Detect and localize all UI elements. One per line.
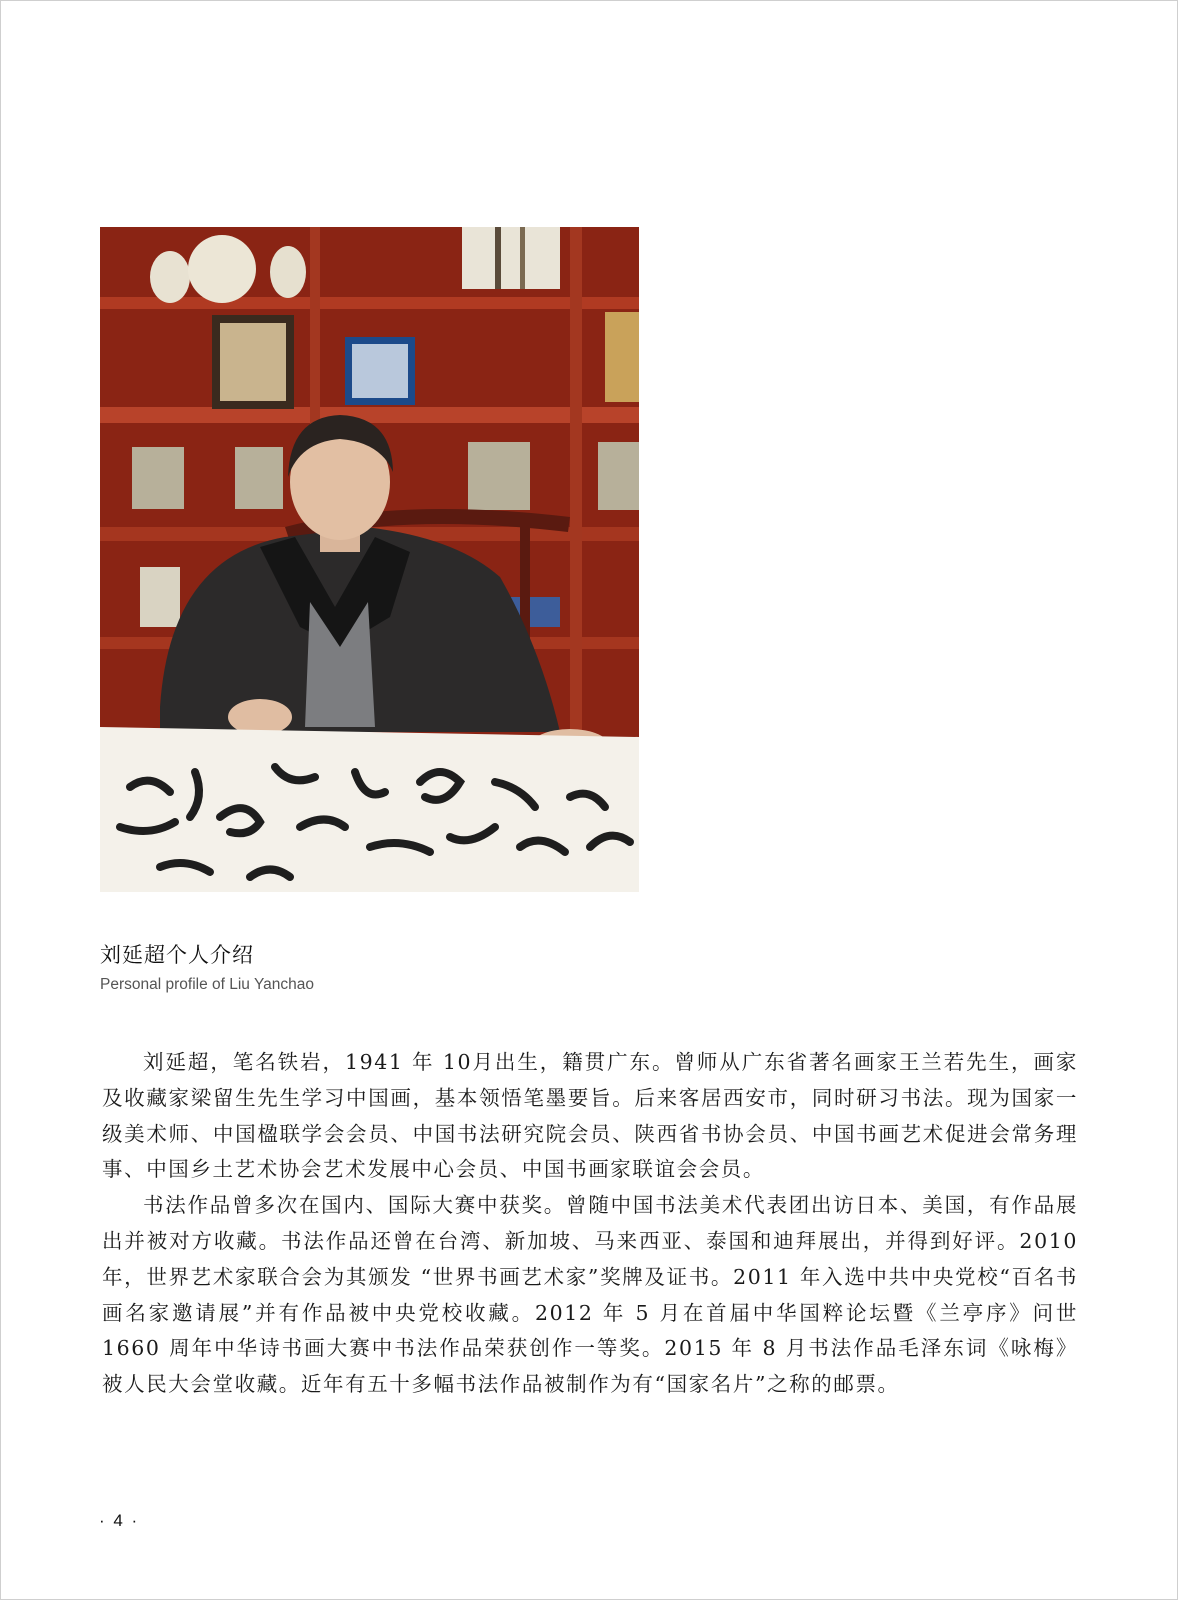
body-paragraph: 刘延超，笔名铁岩，1941 年 10月出生，籍贯广东。曾师从广东省著名画家王兰若先生，画家及收藏家梁留生先生学习中国画，基本领悟笔墨要旨。后来客居西安市，同时研习书法。现为国家一级美术师、中国楹联学会会员、中国书法研究院会员、陕西省书协会员、中国书画艺术促进会常务理事、中国乡土艺术协会艺术发展中心会员、中国书画家联谊会会员。 bbox=[102, 1050, 1078, 1182]
portrait-photo bbox=[100, 227, 639, 892]
profile-title: 刘延超个人介绍 bbox=[100, 943, 254, 967]
page-number: · 4 · bbox=[99, 1511, 140, 1530]
profile-body bbox=[102, 1045, 1078, 1403]
body-paragraph: 书法作品曾多次在国内、国际大赛中获奖。曾随中国书法美术代表团出访日本、美国，有作品展出并被对方收藏。书法作品还曾在台湾、新加坡、马来西亚、泰国和迪拜展出，并得到好评。2010 年，世界艺术家联合会为其颁发 “世界书画艺术家”奖牌及证书。2011 年入选中共中央党校“百名书画名家邀请展”并有作品被中央党校收藏。2012 年 5 月在首届中华国粹论坛暨《兰亭序》问世 1660 周年中华诗书画大赛中书法作品荣获创作一等奖。2015 年 8 月书法作品毛泽东词《咏梅》被人民大会堂收藏。近年有五十多幅书法作品被制作为有“国家名片”之称的邮票。 bbox=[102, 1193, 1078, 1397]
profile-subtitle: Personal profile of Liu Yanchao bbox=[100, 976, 314, 993]
